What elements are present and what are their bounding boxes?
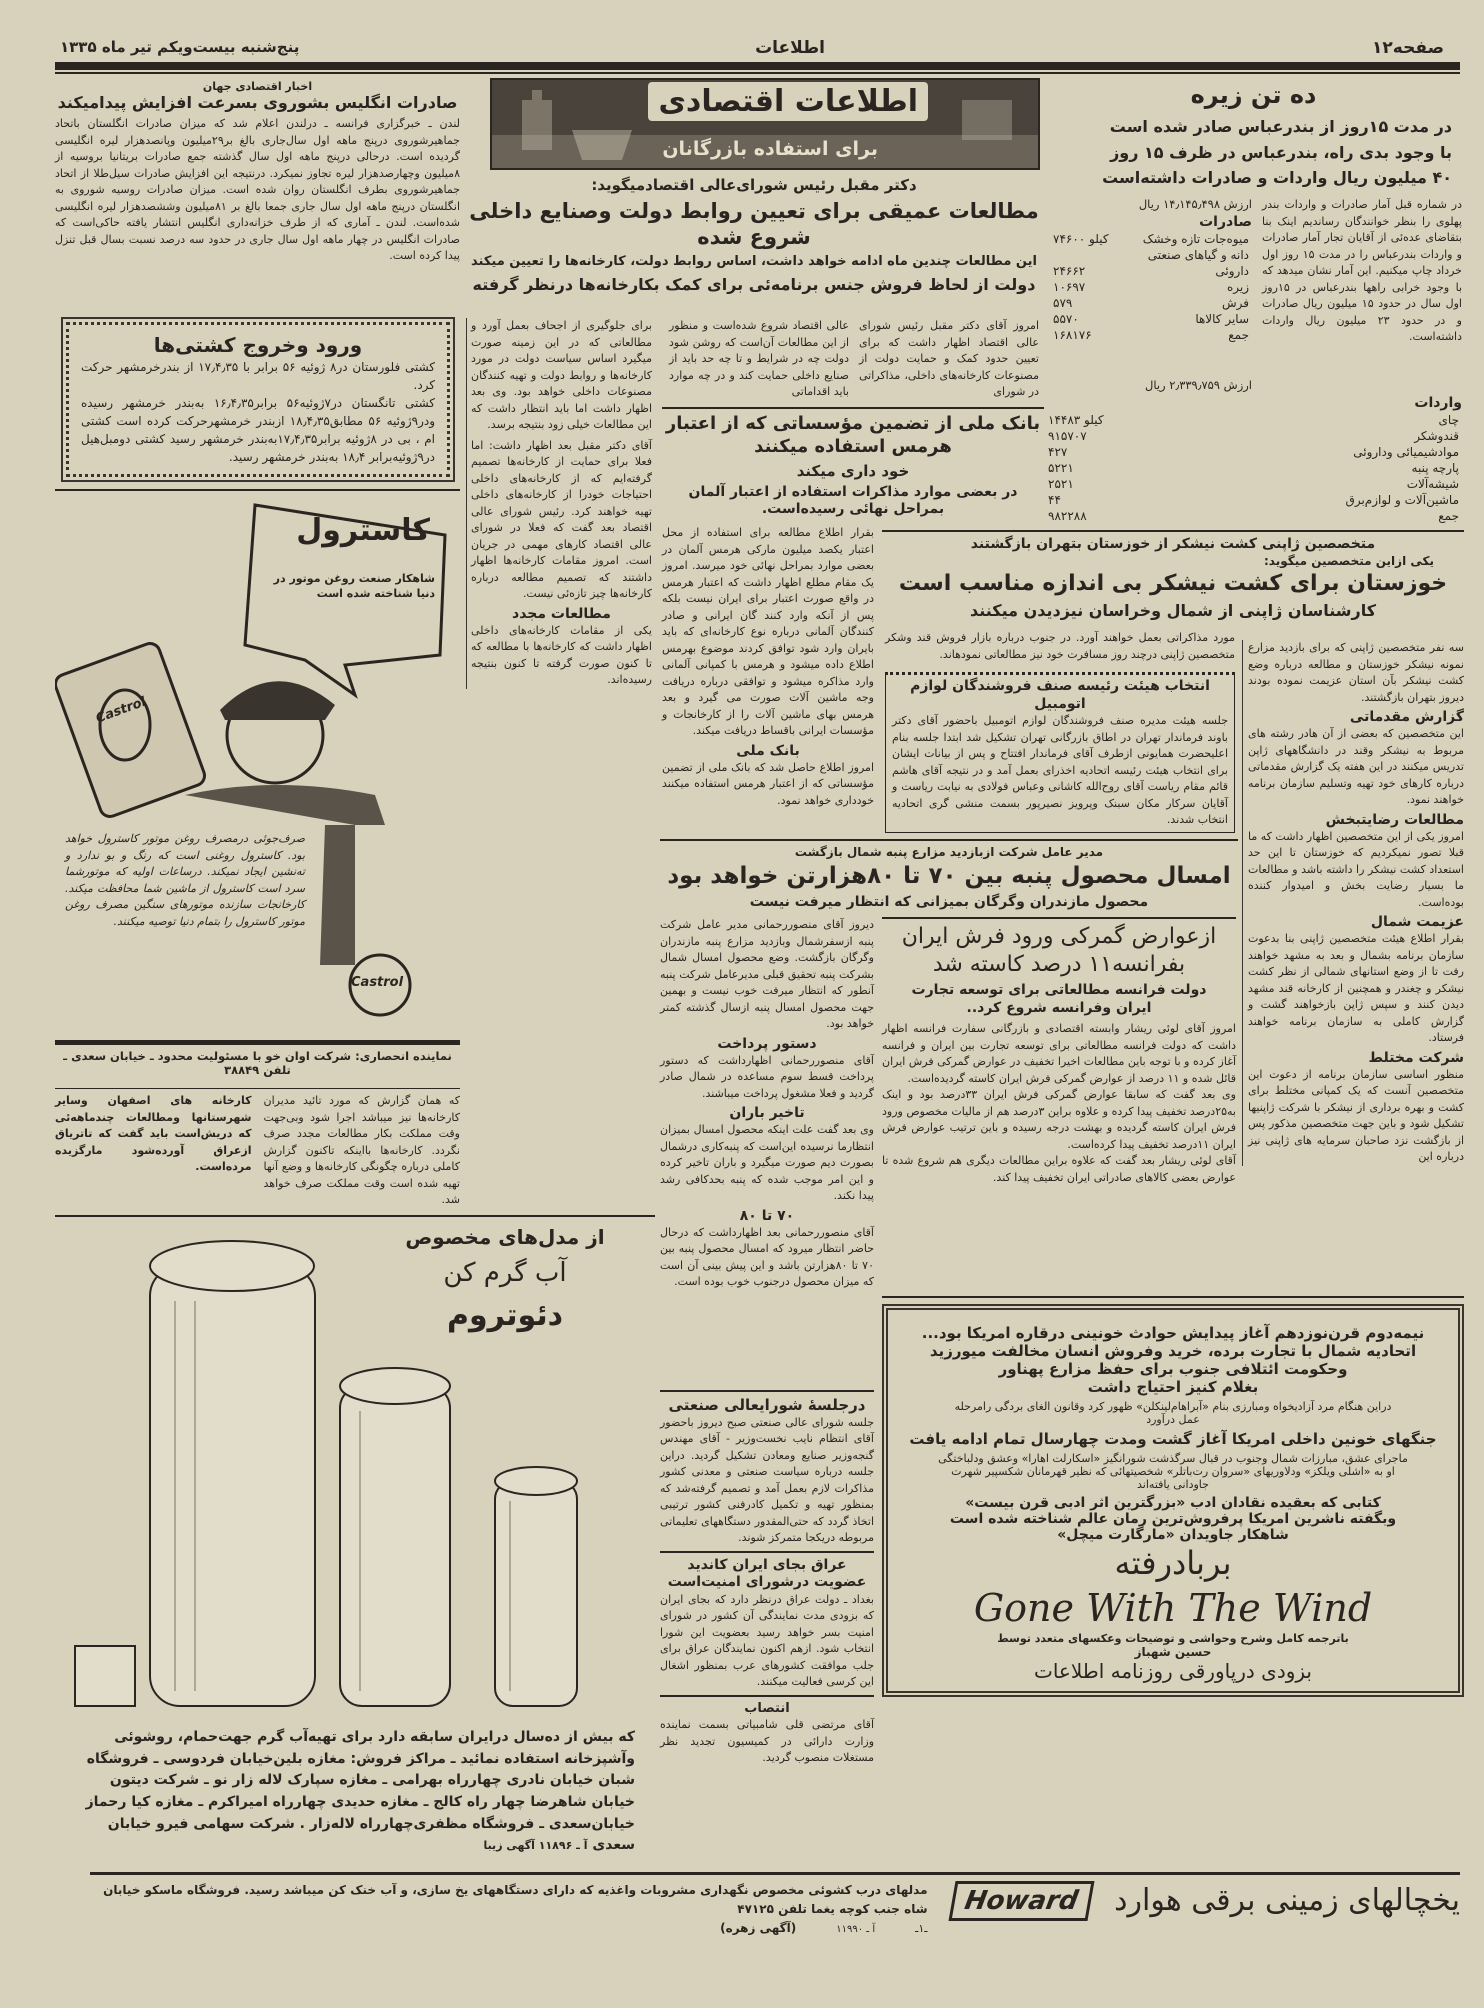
factories-col: که همان گزارش که مورد تائید مدیران کارخانه‌ها نیز میباشد اجرا شود وبی‌جهت وقت مملکت بکار مطالعات مجدد صرف نگردد. کارخانه‌ها بااینکه تاکنون گزارش کاملی درباره چگونگی کارخانه‌ها و وضع آنها تهیه شده است وقت مملکت صرف خواهد شد. <box>263 1094 460 1206</box>
table-row <box>1045 428 1462 444</box>
council-section-body: یکی از مقامات کارخانه‌های داخلی اظهار داشت که کارخانه‌ها با مطالعه که تا کنون صورت گرفته تا کنون بنتیجه رسیده‌اند. <box>471 623 652 686</box>
castrol-logo: Castrol <box>351 975 404 990</box>
howard-logo: Howard <box>948 1881 1094 1921</box>
bank-headline: بانک ملی از تضمین مؤسساتی که از اعتبار هرمس استفاده میکنند <box>665 413 1041 457</box>
table-row <box>1050 279 1252 295</box>
item-quantity: ۱۰۶۹۷ <box>1053 280 1086 294</box>
bank-section-title: بانک ملی <box>736 742 800 759</box>
imports-title: واردات <box>1414 395 1462 411</box>
heater-brand: دئوتروم <box>446 1298 564 1333</box>
issue-date: پنج‌شنبه بیست‌ویکم تیر ماه ۱۳۳۵ <box>60 38 300 56</box>
castrol-agent: نماینده انحصاری: شرکت اوان خو با مسئولیت محدود ـ خیابان سعدی ـ تلفن ۳۸۸۴۹ <box>55 1040 460 1077</box>
ships-title: ورود وخروج کشتی‌ها <box>153 333 363 357</box>
exports-value: ارزش ۱۴٫۱۴۵٫۴۹۸ ریال <box>1138 197 1252 211</box>
gwtw-small: دراین هنگام مرد آزادیخواه ومبارزی بنام «آبراهام‌لینکلن» ظهور کرد وقانون الغای بردگی رامرحله عمل درآورد <box>954 1400 1392 1426</box>
appointment-title: انتصاب <box>744 1700 790 1716</box>
council-subhead: این مطالعات چندین ماه ادامه خواهد داشت، اساس روابط دولت، کارخانه‌ها را تعیین میکند <box>471 254 1037 270</box>
carpet-headline: ازعوارض گمرکی ورود فرش ایران <box>901 924 1217 949</box>
zire-headline: ده تن زیره <box>1190 81 1317 109</box>
cotton-subhead: محصول مازندران وگرگان بمیزانی که انتظار میرفت نیست <box>749 893 1149 910</box>
section-title: دستور پرداخت <box>717 1035 817 1052</box>
cotton-sections <box>660 1036 874 1291</box>
table-row <box>1045 492 1462 508</box>
world-news-article <box>55 80 460 265</box>
gwtw-war: جنگهای خونین داخلی امریکا آغاز گشت ومدت چهارسال تمام ادامه یافت <box>909 1430 1437 1448</box>
table-row <box>1045 508 1462 524</box>
khuzestan-body-mid: مورد مذاکراتی بعمل خواهند آورد. در جنوب درباره بازار فروش قند وشکر متخصصین ژاپنی درچند روز مسافرت خود نیز مطالعاتی نمودهاند. <box>885 631 1235 661</box>
zire-subheads <box>1045 114 1462 191</box>
item-quantity: ۵۲۲۱ <box>1048 461 1074 475</box>
ships-body: کشتی تانگستان در۷ژوئیه۵۶ برابر۱۶٫۴٫۳۵ به‌بندر خرمشهر رسیده ودر۹ژوئیه ۵۶ مطابق۱۸٫۴٫۳۵ ازبندر خرمشهرحرکت کرده است کشتی ام ، بی در ۸ژوئیه برابر۱۷٫۴٫۳۵به‌بندر خرمشهر رسید کشتی دومبل‌هیل در۹ژوئیه‌برابر ۱۸٫۴ به‌بندر خرمشهر رسید. <box>81 396 435 464</box>
item-name: میوه‌جات تازه وخشک <box>1142 232 1249 246</box>
gwtw-line: وحکومت ائتلافی جنوب برای حفظ مزارع پهناور <box>998 1360 1348 1378</box>
khuzestan-right-col <box>1242 640 1464 1166</box>
gone-with-the-wind-ad <box>882 1296 1464 1697</box>
table-row <box>1050 311 1252 327</box>
fridge-title: یخچالهای زمینی برقی هوارد <box>1114 1883 1460 1918</box>
section-body: آقای منصوررحمانی اظهارداشت که دستور پرداخت قسط سوم مساعده در شمال صادر گردید و فعلا مشغول پرداخت میباشند. <box>660 1053 874 1100</box>
bank-body: بقرار اطلاع مطالعه برای استفاده از محل اعتبار یکصد میلیون مارکی هرمس آلمان در بعضی موارد بمراحل نهائی خود میرسد. امروز یک مقام مطلع اظهار داشت که اعتبار هرمس در واقع صورت اعتبار برای ایران نیست بلکه پس از آنکه وارد کنند گان ایرانی و صادر کنندگان آلمانی درباره نوع کارخانه‌ای که باید بایران وارد شود توافق کردند موضوع بهرمس اطلاع داده میشود و هرمس با کمپانی آلمانی وارد مذاکره میشود و توافقی درباره دریافت وجه ماشین آلات صورت می گیرد و بعد هرمس بهای ماشین آلات را از کارخانجات و مؤسسات ایرانی باقساط دریافت میکند. <box>662 526 874 737</box>
khuzestan-sections <box>1248 709 1464 1166</box>
imports-value: ارزش ۲٫۳۳۹٫۷۵۹ ریال <box>1145 378 1252 392</box>
carpet-subhead: دولت فرانسه مطالعاتی برای توسعه تجارت ایران وفرانسه شروع کرد.. <box>911 982 1207 1016</box>
table-row <box>1050 231 1252 247</box>
item-name: جمع <box>1228 328 1249 342</box>
section-title: مطالعات رضایتبخش <box>1325 811 1464 828</box>
exports-title: صادرات <box>1199 214 1252 230</box>
fridge-meta <box>90 1921 928 1935</box>
zire-article <box>1045 80 1462 191</box>
section-title: عزیمت شمال <box>1370 914 1464 930</box>
table-row <box>1050 247 1252 263</box>
khuzestan-kicker: متخصصین ژاپنی کشت نیشکر از خوزستان بتهران بازگشتند <box>970 536 1376 552</box>
item-quantity: ۷۴۶۰۰ کیلو <box>1053 232 1109 246</box>
middle-lower-col <box>660 1390 874 1767</box>
section-body: آقای منصوررحمانی بعد اظهارداشت که درحال حاضر انتظار میرود که امسال محصول پنبه بین ۷۰ تا ۸۰هزارتن باشد و این پیش بینی آن است که میزان محصول درجنوب خوب بوده است. <box>660 1225 874 1288</box>
industry-council-title: درجلسهٔ شورایعالی صنعتی <box>668 1396 866 1414</box>
industry-council-body: جلسه شورای عالی صنعتی صبح دیروز باحضور آقای انتظام نایب نخست‌وزیر - آقای مهندس گنجه‌وزیر صنایع ومعادن تشکیل گردید. دراین جلسه درباره سیاست صنعتی و معدنی کشور مذاکرات لازم بعمل آمد و تصمیم گرفته‌شد که بمنظور تهیه و تکمیل کادرفنی کشور ترتیبی اتخاذ گردد که حتی‌المقدور دستگاههای تعلیماتی مربوطه دریکجا متمرکز شوند. <box>660 1415 874 1545</box>
gwtw-title-fa: بربادرفته <box>1114 1544 1232 1582</box>
item-name: فرش <box>1221 296 1249 310</box>
appointment-body: آقای مرتضی قلی شامبیاتی بسمت نماینده وزارت دارائی در کمیسیون تجدید نظر مستغلات منصوب گردید. <box>660 1718 874 1764</box>
item-quantity: ۵۷۹ <box>1053 296 1073 310</box>
council-col: عالی اقتصاد شروع شده‌است و منظور از این مطالعات آن‌است که روشن شود دولت چه در شرایط و تا چه حد باید از صنایع داخلی حمایت کند و در چه موارد باید اقداماتی <box>669 319 849 398</box>
bank-body-col <box>662 525 874 809</box>
page-folio: ـ۱ـ <box>915 1922 928 1936</box>
heater-body <box>75 1727 635 1857</box>
heater-intro: که بیش از ده‌سال درایران سابقه دارد برای تهیه‌آب گرم جهت‌حمام، روشوئی وآشپزخانه استفاده نمائید ـ مراکز فروش: <box>114 1729 635 1767</box>
carpet-article <box>882 917 1236 1186</box>
carpet-body: وی بعد گفت که سابقا عوارض گمرکی فرش ایران ۳۳درصد بود و اینک به۲۵درصد تخفیف پیدا کرده و علاوه براین ۳درصد هم از مالیات مخصوص ورود فرش ایران کاسته گردیده و بهشت درجه رسیده و باین ترتیب عوارض فرش ایران ۱۱درصد تخفیف پیدا کرده‌است. <box>882 1088 1236 1151</box>
economic-news-banner <box>490 78 1040 170</box>
item-quantity: ۴۴ <box>1048 493 1061 507</box>
banner-title: اطلاعات اقتصادی <box>648 82 928 121</box>
item-quantity: ۱۴۴۸۳ کیلو <box>1048 413 1104 427</box>
section-body: بقرار اطلاع هیئت متخصصین ژاپنی بنا بدعوت سازمان برنامه بشمال و بعد به مشهد خواهند رفت تا از وضع استانهای شمالی از نظر کشت نیشکر و چغندر و همچنین از کارخانه قند مشهد دیدن کنند و سپس ژاپن بازخواهند گشت و گزارش کاملی به سازمان برنامه خواهند فرستاد. <box>1248 932 1464 1044</box>
table-row <box>1050 295 1252 311</box>
factories-article <box>55 1088 460 1209</box>
fridge-text <box>90 1881 928 1935</box>
world-news-headline: صادرات انگلیس بشوروی بسرعت افزایش پیدامیکند <box>57 93 458 112</box>
page-number: صفحه۱۲ <box>1372 38 1444 58</box>
zire-body: در شماره قبل آمار صادرات و واردات بندر پهلوی را بنظر خوانندگان رساندیم اینک بنا بتقاضای عده‌ئی از آقایان تجار آمار صادرات و واردات بندرعباس را در مدت ۱۵ روز اول خرداد چاپ میکنیم. این آمار نشان میدهد که با وجود خرابی راهها بندرعباس در ۱۵روز اول سال در حدود ۱۵ میلیون ریال صادرات و در حدود ۲۳ میلیون ریال واردات داشته‌است. <box>1262 198 1462 343</box>
cotton-body-col <box>660 917 874 1291</box>
iraq-body: بغداد ـ دولت عراق درنظر دارد که بجای ایران که بزودی مدت نمایندگی آن کشور در شورای امنیت بسر خواهد رسید بعضویت این شورا انتخاب شود. ازهم اکنون نمایندگان عراق برای جلب موافقت کشورهای عرب بمنظور اشغال این کرسی فعالیت میکنند. <box>660 1592 874 1689</box>
masthead-rule <box>55 62 1460 70</box>
item-quantity: ۴۲۷ <box>1048 445 1068 459</box>
fridge-body: مدلهای درب کشوئی مخصوص نگهداری مشروبات واغذیه که دارای دستگاههای یخ سازی، و آب خنک کن میباشد رسید. فروشگاه ماسکو خیابان شاه جنب کوچه یغما تلفن ۴۷۱۲۵ <box>103 1883 928 1917</box>
item-name: دانه و گیاهای صنعتی <box>1147 248 1249 262</box>
automobile-notice <box>885 672 1235 833</box>
council-headline: مطالعات عمیقی برای تعیین روابط دولت وصنایع داخلی شروع شده <box>469 198 1039 249</box>
zire-subhead: ۴۰ میلیون ریال واردات و صادرات داشته‌است <box>1102 168 1452 188</box>
item-name: چای <box>1438 413 1459 427</box>
khuzestan-body: سه نفر متخصصین ژاپنی که برای بازدید مزارع نمونه نیشکر خوزستان و مطالعه درباره وضع کشت نیشکر بآن استان عزیمت نموده بودند دیروز بتهران بازگشتند. <box>1248 641 1464 704</box>
masthead-rule-thin <box>55 72 1460 74</box>
factories-col: کارخانه های اصفهان وسایر شهرستانها ومطالعات چندماهه‌ئی که دریش‌است باید گفت که تاتریاق ازعراق آورده‌شود مارگزیده مرده‌است. <box>55 1094 252 1173</box>
item-name: پارچه پنبه <box>1411 461 1459 475</box>
gwtw-book: شاهکار جاویدان «مارگارت میچل» <box>1057 1527 1289 1543</box>
item-name: داروئی <box>1215 264 1249 278</box>
section-title: تاخیر باران <box>729 1105 805 1121</box>
council-article <box>465 176 1043 295</box>
table-row <box>1045 460 1462 476</box>
item-quantity: ۹۱۵۷۰۷ <box>1048 429 1087 443</box>
bank-subhead: خود داری میکند <box>796 462 910 480</box>
heater-title: آب گرم کن <box>443 1258 567 1288</box>
bank-subhead: در بعضی موارد مذاکرات استفاده از اعتبار آلمان بمراحل نهائی رسیده‌است. <box>688 483 1018 518</box>
iraq-title: عراق بجای ایران کاندید عضویت درشورای امنیت‌است <box>667 1556 867 1591</box>
zire-subhead: با وجود بدی راه، بندرعباس در ظرف ۱۵ روز <box>1110 142 1452 162</box>
exports-table <box>1050 231 1252 343</box>
heater-stores: مغازه بلین‌خیابان فردوسی ـ فروشگاه شبان خیابان نادری چهارراه بهرامی ـ مغازه سپارک لاله زار نو ـ شرکت دیتون خیابان شاهرضا چهار راه کالج ـ مغازه حدیدی چهارراه امیراکرم ـ مغازه کیا رحماز خیابان‌سعدی ـ فروشگاه مظفری‌چهارراه لاله‌زار . شرکت سهامی فیرو خیابان سعدی <box>85 1750 635 1854</box>
world-news-body: لندن ـ خبرگزاری فرانسه ـ درلندن اعلام شد که میزان صادرات انگلستان باتحاد جماهیرشوروی درپنج ماهه اول سال‌جاری بالغ بر۲۹میلیون وپانصدهزار لیره انگلیسی گردیده است. درحالی درپنج ماهه اول سال گذشته جمع صادرات بریتانیا بروسیه از ۸میلیون وچهارصدهزار لیره تجاوز نمیکرد. درنتیجه این افزایش صادرات سیل‌طلا از اتحاد جماهیرشوروی بطرف انگلستان روان شده است. میزان صادرات روسیه شوروی به انگلستان درپنج ماهه اول سال جاری جمعا بالغ بر ۸۱میلیون وششصدهزار لیره انگلیسی شده‌است. لندن ـ آماری که از طرف خزانه‌داری انگلیس انتشار یافته حاکی‌است که صادرات انگلیس در چهار ماهه اول سال جاری در حدود سه درصد نسبت بسال قبل تنزل پیدا کرده است. <box>55 117 460 262</box>
heater-art <box>55 1221 655 1721</box>
item-name: سایر کالاها <box>1195 312 1249 326</box>
item-quantity <box>1050 247 1122 263</box>
gwtw-title-en: Gone With The Wind <box>973 1585 1373 1630</box>
item-name: قندوشکر <box>1414 429 1459 443</box>
gwtw-translator: حسین شهباز <box>1134 1645 1212 1660</box>
item-name: جمع <box>1438 509 1459 523</box>
automobile-headline: انتخاب هیئت رئیسه صنف فروشندگان لوازم اتومبیل <box>910 678 1210 712</box>
heater-ref: آ ـ ۱۱۸۹۶ آگهی زیبا <box>483 1839 588 1853</box>
zire-subhead: در مدت ۱۵روز از بندرعباس صادر شده است <box>1109 117 1452 136</box>
castrol-tagline: شاهکار صنعت روغن موتور در دنیا شناخته شده است <box>273 572 435 601</box>
gwtw-book: وبگفته ناشرین امریکا پرفروش‌ترین رمان عالم شناخته شده است <box>949 1511 1397 1527</box>
council-subhead: دولت از لحاظ فروش جنس برنامه‌ئی برای کمک بکارخانه‌ها درنظر گرفته <box>472 274 1036 294</box>
gwtw-soon: بزودی درپاورقی روزنامه اطلاعات <box>1034 1659 1312 1684</box>
item-quantity: ۲۵۲۱ <box>1048 477 1074 491</box>
cotton-body: دیروز آقای منصوررحمانی مدیر عامل شرکت پنبه ازسفرشمال وبازدید مزارع پنبه مازندران وگرگان بازگشت. وضع محصول امسال شمال بشرکت پنبه تحقیق قبلی مدیرعامل شرکت پنبه آنطور که انتظار میرفت خوب نیست و بهمین جهت محصول امسال پنبه ازسال گذشته کمتر خواهد بود. <box>660 918 874 1030</box>
table-row <box>1050 263 1252 279</box>
item-name: شیشه‌آلات <box>1406 477 1459 491</box>
table-row <box>1045 476 1462 492</box>
section-body: این متخصصین که بعضی از آن هادر رشته های مربوط به نیشکر وقند در دانشگاههای ژاپن تدریس میکنند در این هفته یک گزارش مقدماتی درباره کارهای خود تهیه وتسلیم سازمان برنامه خواهند نمود. <box>1248 727 1464 806</box>
automobile-body: جلسه هیئت مدیره صنف فروشندگان لوازم اتومبیل باحضور آقای دکتر باوند فرماندار تهران در اطاق بازرگانی تهران تشکیل شد ابتدا جلسه بنام اعلیحضرت همایونی ازطرف آقای فرماندار افتتاح و پس از بیانات ایشان برای انتخاب هیئت رئیسه اتحادیه اخذرای بعمل آمد و در نتیجه آقای هاشم قائم مقام ریاست آقای روح‌الله کاشانی وعباس فولادی به نیابت ریاست و آقایان سرکار مکان سبنک وپرویز نصیرپور بسمت منشی گری اتحادیه انتخاب شدند. <box>892 714 1228 826</box>
divider <box>660 1551 874 1553</box>
council-col: برای جلوگیری از اجحاف بعمل آورد و مطالعاتی که در این زمینه صورت میگیرد اساس سیاست دولت در مورد کارخانه‌ها و روابط دولت و تهیه کنندگان مصنوعات داخلی خواهد بود. وی بعد اظهار داشت اما باید انتظار داشت که این مطالعات خیلی زود بنتیجه برسد. <box>471 319 652 431</box>
bank-section-body: امروز اطلاع حاصل شد که بانک ملی از تضمین مؤسساتی که از اعتبار هرمس استفاده میکنند خودداری خواهد نمود. <box>662 760 874 807</box>
cotton-kicker: مدیر عامل شرکت ازبازدید مزارع پنبه شمال بازگشت <box>794 845 1104 859</box>
heater-title: از مدل‌های مخصوص <box>405 1225 605 1249</box>
paper-name: اطلاعات <box>755 38 825 58</box>
khuzestan-headline: خوزستان برای کشت نیشکر بی اندازه مناسب است <box>898 570 1448 596</box>
item-name: ماشین‌آلات و لوازم‌برق <box>1345 493 1459 507</box>
item-name: موادشیمیائی وداروئی <box>1353 445 1459 459</box>
world-news-kicker: اخبار اقتصادی جهان <box>202 80 313 93</box>
khuzestan-kicker2: یکی ازاین متخصصین میگوید: <box>1264 553 1434 568</box>
water-heater-illustration <box>55 1221 655 1721</box>
section-title: گزارش مقدماتی <box>1349 709 1464 725</box>
item-quantity: ۹۸۲۲۸۸ <box>1048 509 1087 523</box>
council-section-title: مطالعات مجدد <box>512 605 611 622</box>
castrol-body: صرف‌جوئی درمصرف روغن موتور کاسترول خواهد بود. کاسترول روغنی است که رنگ و بو ندارد و ته‌نشین ایجاد نمیکند. درساعات اولیه که موتورشما سرد است کاسترول از ماشین شما محافظت میکند. کارخانجات سازنده موتورهای سنگین مصرف روغن موتور کاسترول را بتمام دنیا توصیه میکنند. <box>65 832 305 928</box>
gwtw-translation: باترجمه کامل وشرح وحواشی و توضیحات وعکسهای متعدد توسط <box>997 1632 1349 1646</box>
section-title: ۷۰ تا ۸۰ <box>739 1207 795 1224</box>
council-continued-body: آقای دکتر مقبل بعد اظهار داشت: اما فعلا برای حمایت از کارخانه‌ها تصمیم گرفته‌ایم که از کارخانه‌های داخلی احتیاجات خودرا از کارخانه‌های داخلی تهیه خواهند کرد. رئیس شورای عالی اقتصاد بعد گفت که فعلا در شورای عالی اقتصاد کارهای مهمی در جریان است. امروز مقامات کارخانه‌ها اظهار داشتند که تصمیم مطالعه درباره کارخانه‌ها چیز تازه‌ئی نیست. <box>471 438 652 600</box>
gwtw-book: کتابی که بعقیده نقادان ادب «بزرگترین اثر ادبی قرن بیست» <box>965 1495 1381 1511</box>
khuzestan-article <box>882 530 1464 621</box>
item-quantity: ۱۶۸۱۷۶ <box>1053 328 1092 342</box>
section-body: وی بعد گفت علت اینکه محصول امسال بمیزان انتظارما نرسیده این‌است که پنبه‌کاری درشمال بصورت دیم صورت میگیرد و باران تاخیر کرده و این امر موجب شده که پنبه بحدکافی رشد پیدا نکند. <box>660 1123 874 1202</box>
council-continued <box>466 318 652 689</box>
castrol-title: کاسترول <box>296 513 430 548</box>
fridge-ref: آ ـ ۱۱۹۹۰ <box>836 1924 876 1936</box>
gwtw-frame <box>882 1304 1464 1697</box>
table-row <box>1045 412 1462 428</box>
council-col: امروز آقای دکتر مقبل رئیس شورای عالی اقتصاد اظهار داشت که برای تعیین حدود کمک و حمایت دولت از مصنوعات کارخانه‌های داخلی، مذاکراتی در شورای <box>859 319 1039 398</box>
table-row <box>1045 444 1462 460</box>
carpet-body: امروز آقای لوئی ریشار وابسته اقتصادی و بازرگانی سفارت فرانسه اظهار داشت که دولت فرانسه مطالعاتی برای توسعه تجارت بین ایران و فرانسه آغاز کرده و با توجه باین مطالعات اخیرا تخفیف در عوارض گمرکی فرش ایران قائل شده و ۱۱ درصد از عوارض گمرکی فرش ایران کاسته گردیده‌است. <box>882 1022 1236 1085</box>
carpet-headline: بفرانسه۱۱ درصد کاسته شد <box>932 951 1186 977</box>
castrol-ad <box>55 489 460 1019</box>
gwtw-small: ماجرای عشق، مبارزات شمال وجنوب در قبال سرگذشت شورانگیز «اسکارلت اهارا» وعشق ودلباختگی او به «اشلی ویلکز» ودلاوریهای «سروان رت‌باتلر» شخصیتهائی که نظیر قهرمانان شکسپیر شهرت جاودانی یافته‌اند <box>938 1452 1408 1491</box>
carpet-body: آقای لوئی ریشار بعد گفت که علاوه براین مطالعات دیگری هم شروع شده تا عوارض بعضی کالاهای صادراتی ایران تخفیف پیدا کند. <box>882 1154 1236 1184</box>
item-quantity: ۵۵۷۰ <box>1053 312 1079 326</box>
gwtw-line: اتحادیه شمال با تجارت برده، خرید وفروش انسان مخالفت میورزید <box>929 1342 1417 1360</box>
cotton-headline: امسال محصول پنبه بین ۷۰ تا ۸۰هزارتن خواهد بود <box>667 863 1231 889</box>
bank-article <box>662 407 1044 519</box>
fridge-credit: (آگهی زهره) <box>720 1921 797 1936</box>
cotton-article <box>660 839 1238 911</box>
ships-box <box>66 322 450 477</box>
council-kicker: دکتر مقبل رئیس شورای‌عالی اقتصادمیگوید: <box>591 176 917 194</box>
castrol-can-brand: Castrol <box>94 694 149 727</box>
section-body: امروز یکی از این متخصصین اظهار داشت که ما قبلا تصور نمیکردیم که خوزستان تا این حد استعداد کشت نیشکر را داشته باشد و مطالعات ما بسیار رضایت بخش و امیدوار کننده بوده‌است. <box>1248 829 1464 909</box>
fridge-ad <box>90 1872 1460 1935</box>
zire-imports <box>1045 378 1462 524</box>
heater-ad <box>55 1215 655 1857</box>
section-title: شرکت مختلط <box>1368 1049 1464 1066</box>
imports-table <box>1045 412 1462 524</box>
item-name: زیره <box>1226 280 1249 294</box>
item-quantity: ۲۴۶۶۲ <box>1053 264 1086 278</box>
khuzestan-subhead: کارشناسان ژاپنی از شمال وخراسان نیزدیدن میکنند <box>969 601 1377 620</box>
gwtw-line: بغلام کنیز احتیاج داشت <box>1087 1378 1259 1396</box>
table-row <box>1050 327 1252 343</box>
divider <box>660 1695 874 1697</box>
ships-body: کشتی فلورستان در۸ ژوئیه ۵۶ برابر با ۱۷٫۴٫۳۵ از بندرخرمشهر حرکت کرد. <box>81 360 435 392</box>
banner-subtitle: برای استفاده بازرگانان <box>662 138 878 160</box>
section-body: منظور اساسی سازمان برنامه از دعوت این متخصصین آنست که یک کمپانی مختلط برای کشت و بهره برداری از نیشکر با شرکت ژاپنیها تشکیل شود و باین جهت متخصصین مذکور پس از بازگشت نزد صاحبان سرمایه های ژاپنی نیز درباره این <box>1248 1067 1464 1163</box>
gwtw-line: نیمه‌دوم قرن‌نوزدهم آغاز پیدایش حوادث خونینی درقاره امریکا بود... <box>921 1324 1425 1342</box>
zire-exports <box>1050 197 1252 343</box>
